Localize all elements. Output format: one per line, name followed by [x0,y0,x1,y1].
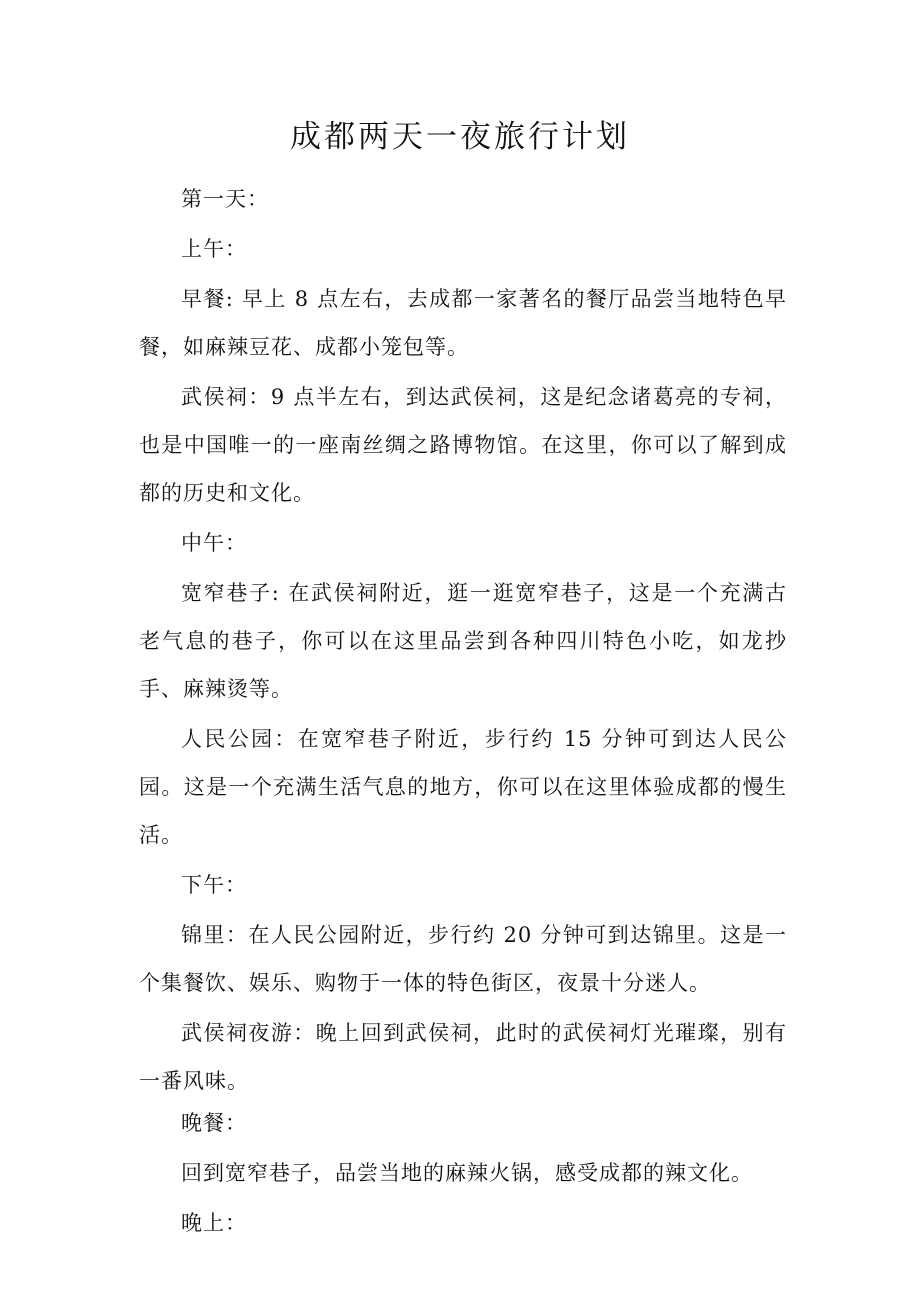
document-body [139,175,787,1249]
paragraph-night-tour: 武侯祠夜游：晚上回到武侯祠，此时的武侯祠灯光璀璨，别有一番风味。 [139,1021,787,1093]
paragraph-wuhou-temple: 武侯祠：9 点半左右，到达武侯祠，这是纪念诸葛亮的专祠，也是中国唯一的一座南丝绸之路博物馆。在这里，你可以了解到成都的历史和文化。 [139,385,787,505]
paragraph-noon: 中午： [181,531,247,555]
paragraph-peoples-park: 人民公园：在宽窄巷子附近，步行约 15 分钟可到达人民公园。这是一个充满生活气息的地方，你可以在这里体验成都的慢生活。 [139,727,787,847]
paragraph-evening: 晚上： [181,1211,247,1235]
paragraph-jinli: 锦里：在人民公园附近，步行约 20 分钟可到达锦里。这是一个集餐饮、娱乐、购物于一体的特色街区，夜景十分迷人。 [139,923,787,995]
paragraph-day-one: 第一天： [181,187,269,211]
document-title: 成都两天一夜旅行计划 [290,119,630,155]
paragraph-breakfast: 早餐: 早上 8 点左右，去成都一家著名的餐厅品尝当地特色早餐，如麻辣豆花、成都小笼包等。 [139,287,787,359]
paragraph-dinner-heading: 晚餐： [181,1111,247,1135]
paragraph-kuanzhai-alley: 宽窄巷子: 在武侯祠附近，逛一逛宽窄巷子，这是一个充满古老气息的巷子，你可以在这里品尝到各种四川特色小吃，如龙抄手、麻辣烫等。 [139,581,787,701]
paragraph-hotpot: 回到宽窄巷子，品尝当地的麻辣火锅，感受成都的辣文化。 [181,1161,753,1185]
paragraph-morning: 上午： [181,237,247,261]
paragraph-afternoon: 下午： [181,873,247,897]
